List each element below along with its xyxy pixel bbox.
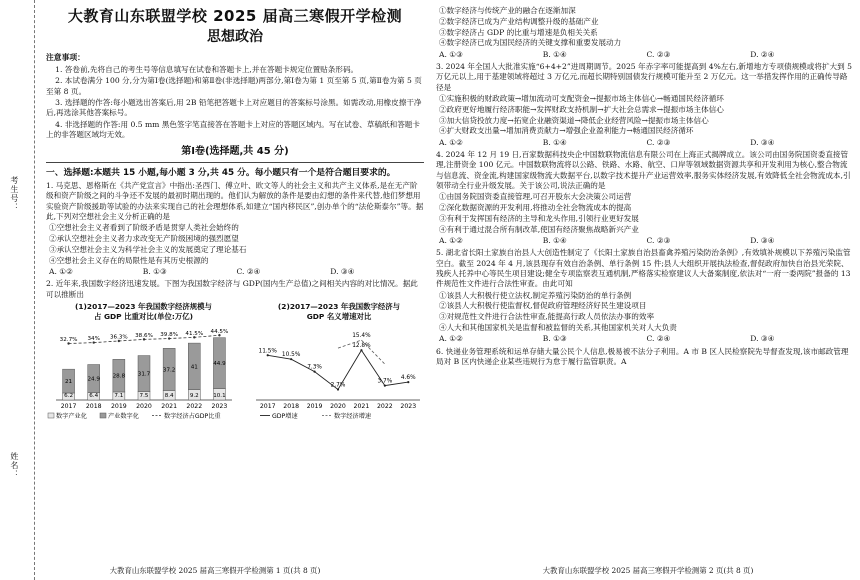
legend-swatch-industry-digital: [100, 413, 106, 418]
share-label: 44.5%: [210, 328, 229, 335]
bar-label-industry-digital: 28.8: [112, 373, 126, 380]
x-tick-label: 2017: [60, 403, 77, 411]
gdp-growth-label: 4.6%: [400, 375, 416, 382]
share-label: 32.7%: [59, 337, 78, 344]
x-tick-label: 2019: [110, 403, 127, 411]
choice-d: D. ③④: [750, 137, 775, 147]
charts-area: [46, 322, 424, 432]
question-2-choices: [436, 50, 854, 60]
choice-d: D. ③④: [750, 334, 775, 344]
page-2-footer: 大教育山东联盟学校 2025 届高三寒假开学检测第 2 页(共 8 页): [542, 565, 754, 575]
exam-number-label: 考生号：: [9, 176, 19, 212]
question-3-choices: [436, 138, 854, 148]
question-3-option: ①实施积极的财政政策→增加流动可支配资金→提振市场主体信心→畅通国民经济循环: [439, 94, 724, 103]
bar-label-industry-digital: 44.9: [213, 361, 226, 368]
question-4-stem: 4. 2024 年 12 月 19 日,百家数据科技央企中国数联物流信息有限公司在上海正式揭牌成立。该公司由国务院国资委直接管理,注册资金 100 亿元。中国数联物流将以公路、铁路、水路、航空、口岸等领域数据资源共享和开发利用为核心,整合物流与信息流、资金流,构建国家级物流大数据平台,以数字技术提升产业运营效率,服务实体经济发展,有效降低全社会物流成本,引领带动全行业升级发展。关于该公司,说法正确的是: [436, 150, 851, 190]
bar-label-industry-digital: 41: [190, 364, 198, 371]
question-1-stem: 1. 马克思、恩格斯在《共产党宣言》中指出:圣西门、傅立叶、欧文等人的社会主义和共产主义体系,是在无产阶级和资产阶级之间的斗争还不发展的最初时期出现的。他们认为解放的条件是要由幻想的条件来代替,他们梦想用实验资产阶级援助等试验的办法来实现自己的社会理想体系,如建立“国内移民区”,创办单个的“法伦斯泰尔”等。据此,下列对空想社会主义分析正确的是: [46, 181, 424, 222]
gdp-growth-label: 2.7%: [330, 382, 346, 389]
choice-a: A. ①②: [49, 267, 73, 277]
choice-b: B. ①③: [142, 267, 167, 277]
chart-1-title: [46, 302, 241, 322]
choice-a: A. ①②: [439, 236, 463, 246]
question-5-choices: [436, 334, 854, 344]
name-label: 姓名：: [9, 452, 19, 479]
page-2-content: [436, 0, 854, 368]
notice-item: 1. 答卷前,先将自己的考生号等信息填写在试卷和答题卡上,并在答题卡规定位置贴条形码。: [55, 65, 359, 75]
question-4-option: ②深化数据资源的开发利用,将推动全社会物流成本的提高: [439, 203, 632, 213]
chart-1-title-line: 占 GDP 比重对比(单位:万亿): [94, 312, 193, 322]
question-5-option: ①该县人大积极行使立法权,制定养殖污染防治的单行条例: [439, 290, 632, 300]
gdp-growth-point: [313, 371, 315, 373]
question-5-option: ③对规范性文件进行合法性审查,能提高行政人员依法办事的效率: [439, 312, 655, 322]
chart-titles: [46, 302, 424, 322]
exam-title: 大教育山东联盟学校 2025 届高三寒假开学检测: [67, 7, 403, 25]
digital-growth-label: 15.4%: [352, 333, 371, 340]
gdp-growth-label: 11.5%: [258, 348, 277, 355]
notice-item: 4. 非选择题的作答:用 0.5 mm 黑色签字笔直接答在答题卡上对应的答题区域内。写在试卷、草稿纸和答题卡上的非答题区域均无效。: [46, 119, 420, 139]
question-3-stem: 3. 2024 年全国人大批准实施“6+4+2”进周期调节。2025 年赤字率可能提高到 4%左右,新增地方专项债规模或将扩大到 5 万亿元以上,用于基建领域将超过 3 万亿元,而超长期特别国债发行规模可能升至 2 万亿元。这一举措发挥作用的正确传导路径是: [436, 62, 852, 92]
question-2-option: ②数字经济已成为产业结构调整升级的基础产业: [439, 16, 599, 26]
exam-page-2: [436, 0, 860, 580]
choice-c: C. ②④: [236, 267, 261, 277]
digital-growth-line: [361, 340, 384, 364]
choice-c: C. ②④: [646, 334, 671, 344]
section-divider: [46, 162, 424, 163]
choice-a: A. ①③: [439, 49, 463, 59]
question-1-option: ③承认空想社会主义为科学社会主义的发展奠定了理论基石: [49, 244, 247, 254]
page-1-footer: 大教育山东联盟学校 2025 届高三寒假开学检测第 1 页(共 8 页): [109, 565, 321, 575]
chart-1-title-line: (1)2017—2023 年我国数字经济规模与: [75, 302, 212, 312]
gdp-growth-point: [384, 385, 386, 387]
share-label: 41.5%: [185, 330, 204, 337]
x-tick-label: 2020: [330, 403, 346, 411]
choice-b: B. ①④: [542, 137, 567, 147]
exam-subject: 思想政治: [207, 29, 263, 46]
x-tick-label: 2018: [283, 403, 300, 411]
legend-gdp-growth: GDP增速: [272, 413, 298, 421]
x-tick-label: 2023: [211, 403, 228, 411]
question-3-option: ④扩大财政支出量→增加消费贡献力→增强企业盈利能力→畅通国民经济循环: [439, 126, 694, 136]
legend-share: 数字经济占GDP比重: [164, 413, 221, 421]
binding-sidebar: [0, 0, 40, 580]
question-4-option: ④有利于通过混合所有制改革,使国有经济聚焦战略新兴产业: [439, 224, 639, 234]
question-4-option: ①由国务院国资委直接管理,可召开股东大会决策公司运营: [439, 192, 632, 202]
question-3-option: ②政府更好地履行经济职能→发挥财政支持机制→扩大社会总需求→提振市场主体信心: [439, 104, 724, 114]
notice-item: 2. 本试卷满分 100 分,分为第Ⅰ卷(选择题)和第Ⅱ卷(非选择题)两部分,第Ⅰ卷为第 1 页至第 5 页,第Ⅱ卷为第 5 页至第 8 页。: [46, 76, 422, 96]
bar-label-digital-industry: 7.1: [114, 393, 124, 400]
question-5-stem: 5. 湖北省长阳土家族自治县人大创造性制定了《长阳土家族自治县畜禽养殖污染防治条例》,有效填补规模以下养殖污染监管空白。截至 2024 年 4 月,该县现存有效自治条例、单行条例 15 件;县人大组织开展执法检查,督促政府加快自治县光荣院、残疾人托养中心等民生项目建设;健全专项监察表互通机制,严格落实检察建议人大备案制度,依法对“一府一委两院”报备的 13 件规范性文件进行合法性审查。由此可知: [436, 248, 851, 289]
x-tick-label: 2018: [85, 403, 102, 411]
legend-digital-industry: 数字产业化: [56, 413, 87, 421]
choice-b: B. ①④: [542, 49, 567, 59]
choice-d: D. ②④: [750, 49, 775, 59]
bar-label-digital-industry: 8.4: [164, 393, 174, 400]
question-2-option: ①数字经济与传统产业的融合在逐渐加深: [439, 6, 576, 15]
choice-a: A. ①②: [439, 334, 463, 344]
legend-industry-digital: 产业数字化: [108, 413, 139, 421]
question-2-option: ④数字经济已成为国民经济的关键支撑和重要发展动力: [439, 38, 622, 48]
bar-label-digital-industry: 6.2: [64, 393, 74, 400]
gdp-growth-point: [267, 354, 269, 356]
growth-line-chart: [252, 322, 424, 422]
question-4-choices: [436, 236, 854, 246]
gdp-growth-label: 3.7%: [377, 378, 393, 385]
x-tick-label: 2019: [306, 403, 323, 411]
choice-d: D. ③④: [330, 267, 355, 277]
x-tick-label: 2023: [400, 403, 417, 411]
question-1-option: ④空想社会主义存在的局限性是有其历史根源的: [49, 255, 209, 265]
share-label: 39.8%: [160, 332, 179, 339]
x-tick-label: 2021: [353, 403, 370, 411]
chart-2-title-line: (2)2017—2023 年我国数字经济与: [277, 302, 401, 312]
question-5-option: ④人大和其他国家机关是监督和被监督的关系,其他国家机关对人大负责: [439, 323, 677, 333]
gdp-growth-label: 7.3%: [307, 364, 322, 371]
legend-swatch-digital-industry: [48, 413, 54, 418]
question-1-option: ①空想社会主义者看到了阶级矛盾是贯穿人类社会始终的: [49, 223, 239, 233]
choice-c: C. ②③: [646, 236, 671, 246]
gdp-growth-point: [337, 388, 339, 390]
gdp-growth-label: 12.8%: [352, 343, 371, 350]
x-tick-label: 2021: [161, 403, 178, 411]
question-6-stem: 6. 快递业务管理系统和运单存储大量公民个人信息,极易被不法分子利用。A 市 B 区人民检察院先导督查发现,该市邮政管理局对 B 区内快递企业某些违规行为怠于履行监管职责。A: [436, 346, 849, 366]
legend-digital-growth: 数字经济增速: [334, 413, 372, 421]
chart-2-title-line: GDP 名义增速对比: [306, 312, 372, 322]
binding-line: [34, 0, 35, 580]
choice-c: C. ②③: [646, 137, 671, 147]
question-3-option: ③加大信贷投放力度→拓宽企业融资渠道→降低企业经营风险→提振市场主体信心: [439, 115, 709, 125]
question-1-choices: [46, 267, 424, 277]
x-tick-label: 2017: [259, 403, 276, 411]
bar-label-digital-industry: 6.4: [89, 393, 99, 400]
bar-label-industry-digital: 31.7: [137, 371, 151, 378]
bar-label-digital-industry: 9.2: [189, 393, 199, 400]
share-label: 36.3%: [109, 334, 128, 341]
choice-d: D. ③④: [750, 236, 775, 246]
choice-b: B. ①④: [542, 236, 567, 246]
section-instruction: 一、选择题:本题共 15 小题,每小题 3 分,共 45 分。每小题只有一个是符合题目要求的。: [46, 167, 396, 178]
question-5-option: ②该县人大积极行使监督权,督促政府管理经济好民生建设项目: [439, 301, 647, 311]
x-tick-label: 2020: [136, 403, 152, 411]
question-2-option: ③数字经济占 GDP 的比重与增速是负相关关系: [439, 27, 598, 37]
choice-c: C. ②③: [646, 49, 671, 59]
bar-label-digital-industry: 10.1: [213, 393, 226, 400]
gdp-growth-point: [290, 358, 292, 360]
bar-label-industry-digital: 21: [65, 379, 73, 386]
choice-b: B. ①③: [542, 334, 567, 344]
question-2-stem: 2. 近年来,我国数字经济迅速发展。下图为我国数字经济与 GDP(国内生产总值)之间相关内容的对比情况。据此可以推断出: [46, 279, 418, 299]
x-tick-label: 2022: [186, 403, 203, 411]
notice-heading: 注意事项：: [46, 53, 85, 63]
x-tick-label: 2022: [376, 403, 393, 411]
bar-label-digital-industry: 7.5: [139, 393, 149, 400]
gdp-growth-label: 10.5%: [281, 352, 301, 359]
notice-item: 3. 选择题的作答:每小题选出答案后,用 2B 铅笔把答题卡上对应题目的答案标号涂黑。如需改动,用橡皮擦干净后,再选涂其他答案标号。: [46, 97, 422, 118]
share-label: 38.6%: [135, 332, 153, 339]
chart-2-title: [254, 302, 424, 322]
section-title: 第Ⅰ卷(选择题,共 45 分): [181, 146, 289, 158]
choice-a: A. ①②: [439, 137, 463, 147]
page-1-content: [46, 0, 424, 432]
bar-label-industry-digital: 24.9: [87, 376, 100, 383]
question-4-option: ③有利于发挥国有经济的主导和龙头作用,引领行业更好发展: [439, 213, 639, 223]
question-1-option: ②承认空想社会主义者力求改变无产阶级困境的强烈愿望: [49, 234, 239, 244]
bar-label-industry-digital: 37.2: [162, 367, 176, 374]
digital-economy-bar-chart: [46, 322, 246, 422]
share-label: 34%: [87, 336, 100, 343]
gdp-growth-point: [360, 349, 362, 351]
gdp-growth-point: [407, 381, 409, 383]
